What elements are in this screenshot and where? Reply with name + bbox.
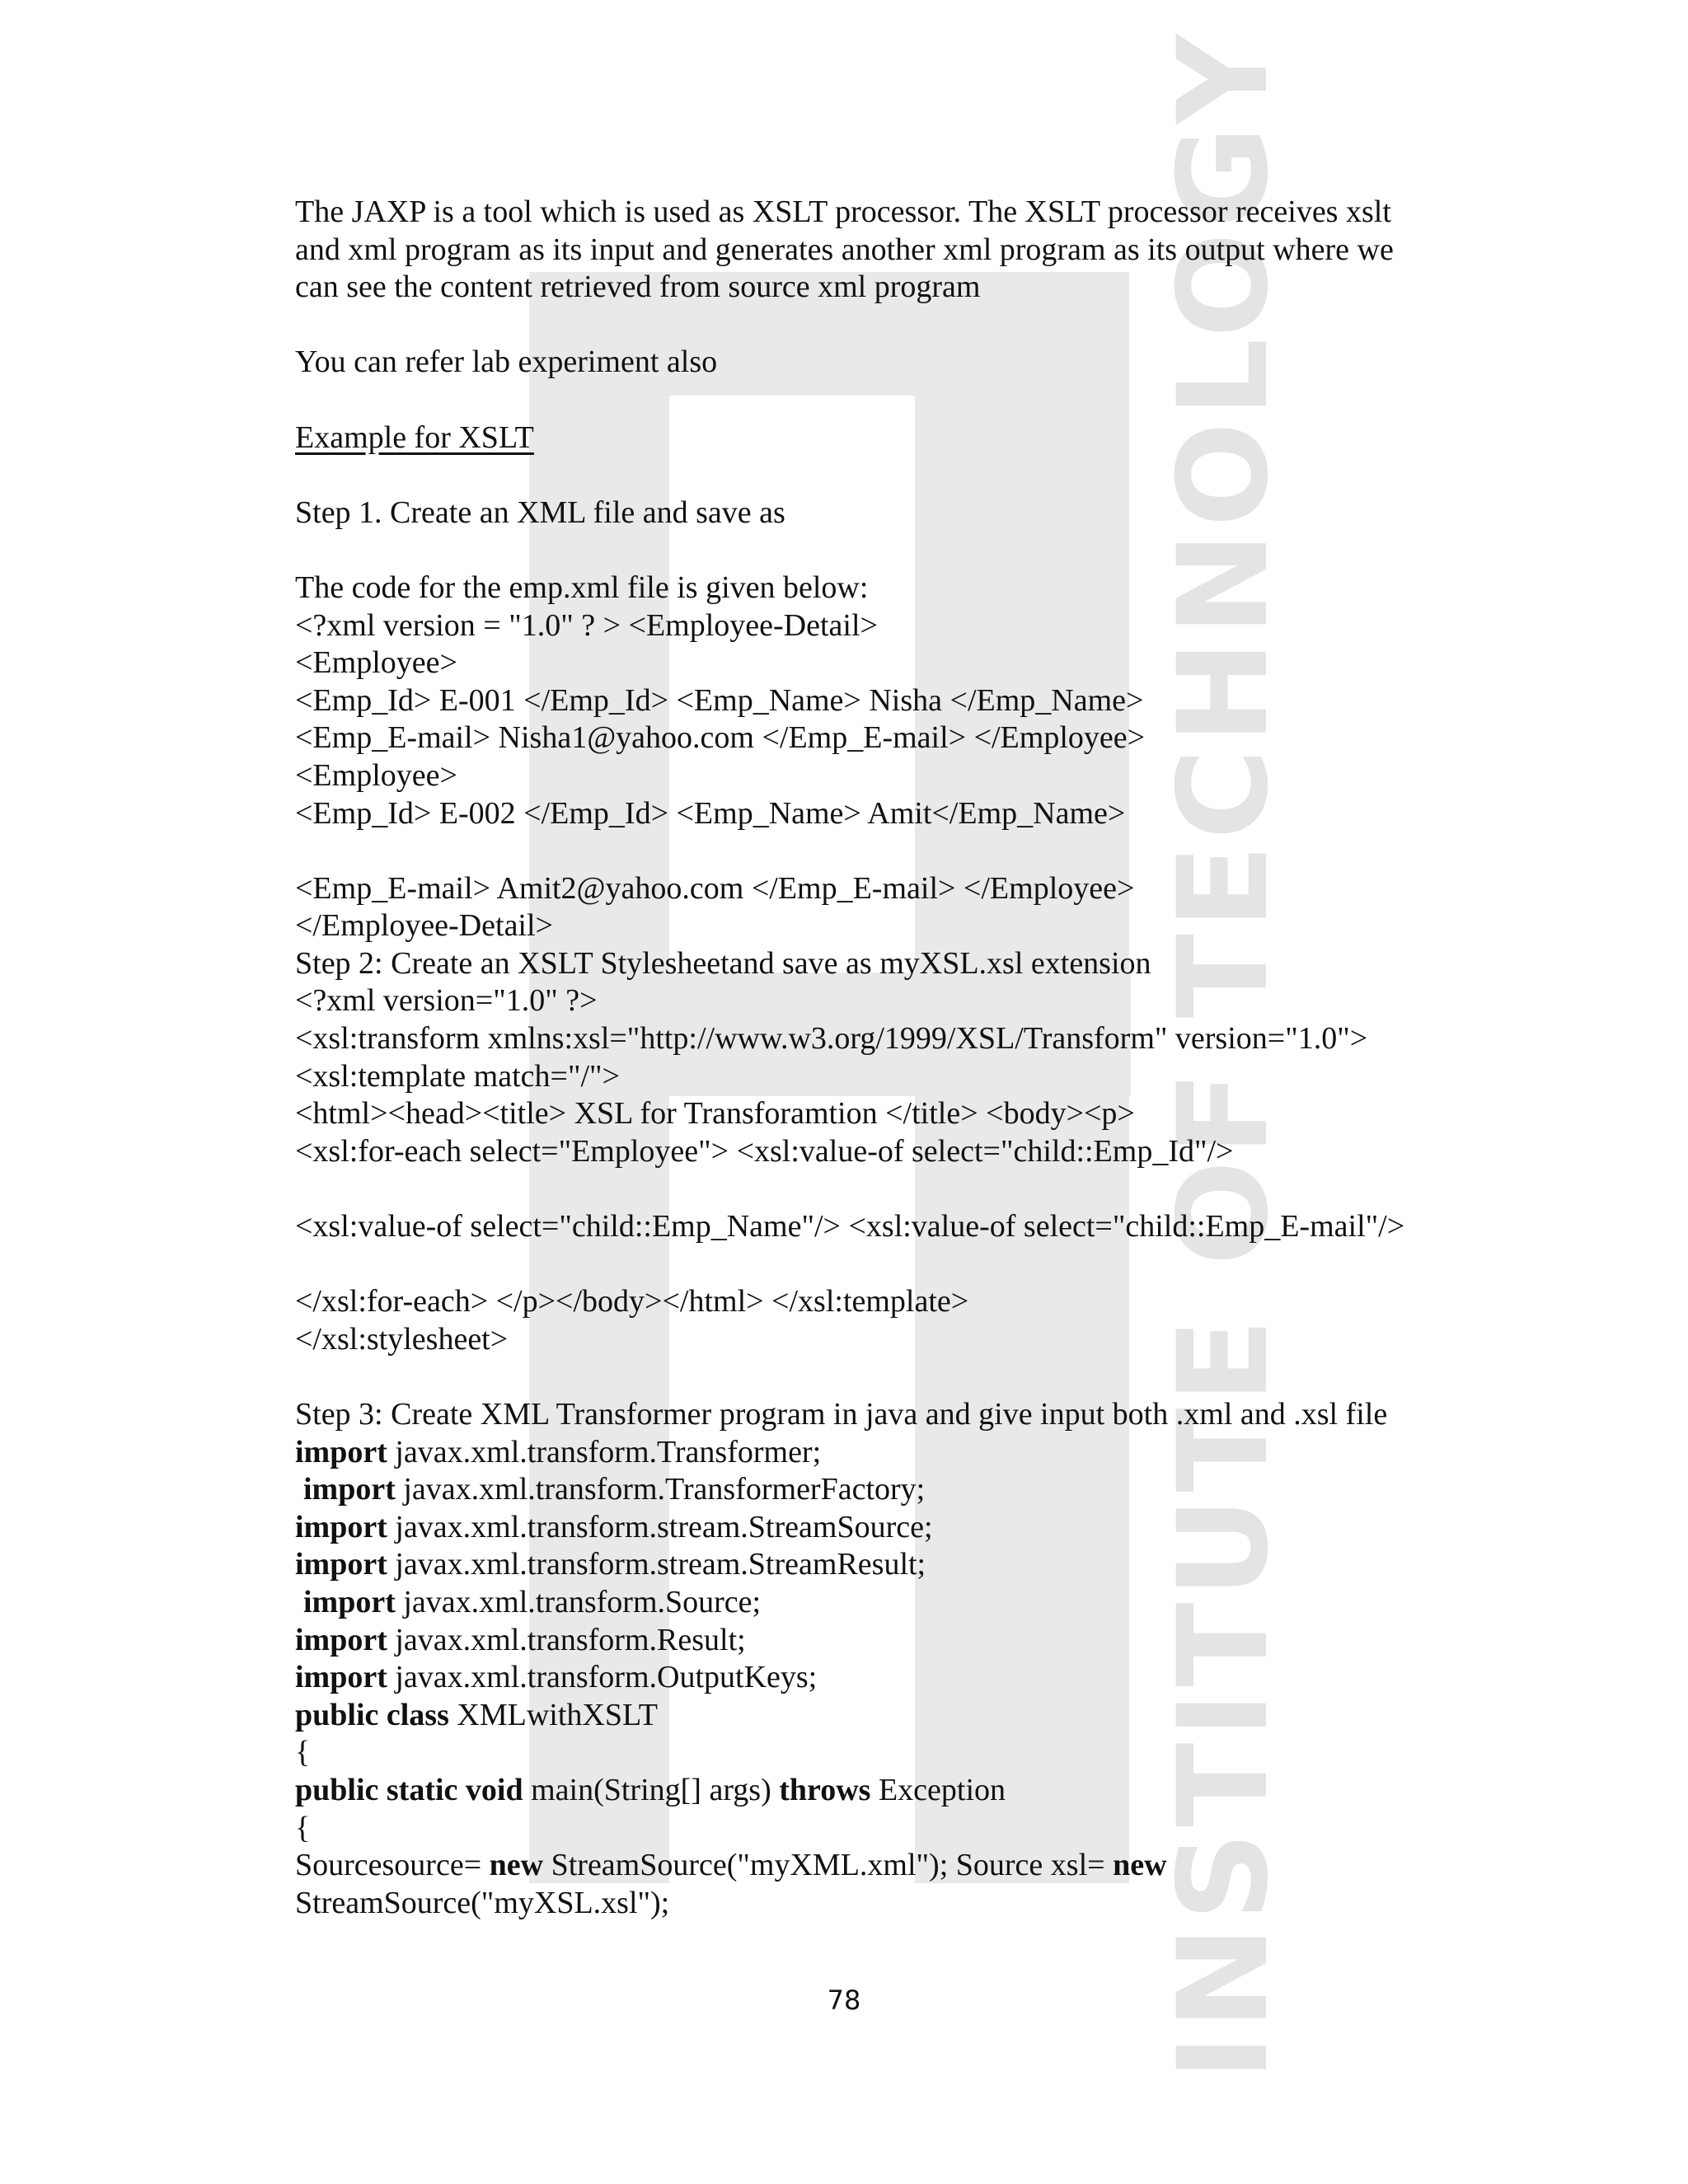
example-heading-text: Example for XSLT xyxy=(295,419,534,455)
java-import-line xyxy=(295,1471,1482,1509)
java-class-decl xyxy=(295,1697,1482,1735)
java-import-line xyxy=(295,1509,1482,1547)
example-heading xyxy=(295,419,1482,457)
step-2: Step 2: Create an XSLT Stylesheetand save as myXSL.xsl extension xyxy=(295,945,1151,981)
blank-line xyxy=(295,1358,1482,1396)
import-path: javax.xml.transform.Transformer; xyxy=(387,1434,822,1469)
blank-line xyxy=(295,532,1482,569)
java-main-decl xyxy=(295,1772,1482,1810)
blank-line xyxy=(295,382,1482,419)
step-3: Step 3: Create XML Transformer program in java and give input both .xml and .xsl file xyxy=(295,1397,1388,1432)
keyword: public class xyxy=(295,1697,449,1732)
watermark-text: INSTITUTE OF TECHNOLOGY xyxy=(1152,29,1296,2081)
source-call: StreamSource("myXML.xml"); Source xsl= xyxy=(543,1848,1114,1883)
keyword: new xyxy=(1113,1848,1167,1883)
java-import-line xyxy=(295,1622,1482,1660)
xsl-code-line: <xsl:value-of select="child::Emp_Name"/> <xsl:value-of select="child::Emp_E-mail"/> xyxy=(295,1209,1405,1244)
import-path: javax.xml.transform.Result; xyxy=(387,1622,746,1657)
keyword: import xyxy=(295,1547,387,1582)
step-1: Step 1. Create an XML file and save as xyxy=(295,494,785,530)
keyword: import xyxy=(295,1509,387,1544)
xsl-code-line: <xsl:template match="/"> xyxy=(295,1058,620,1094)
main-signature: main(String[] args) xyxy=(523,1772,780,1807)
xml-code-line: </Employee-Detail> xyxy=(295,908,553,944)
keyword: import xyxy=(295,1434,387,1469)
java-import-line xyxy=(295,1434,1482,1472)
keyword: public static void xyxy=(295,1772,523,1807)
import-path: javax.xml.transform.stream.StreamSource; xyxy=(387,1509,933,1544)
xsl-code-line: <xsl:for-each select="Employee"> <xsl:value-of select="child::Emp_Id"/> xyxy=(295,1133,1234,1169)
source-decl: Sourcesource= xyxy=(295,1848,490,1883)
blank-line xyxy=(295,457,1482,494)
blank-line xyxy=(295,1170,1482,1208)
import-path: javax.xml.transform.TransformerFactory; xyxy=(395,1472,926,1507)
xml-code-line: <Employee> xyxy=(295,757,457,793)
keyword: new xyxy=(489,1848,544,1883)
intro-line: The JAXP is a tool which is used as XSLT processor. The XSLT processor receives xslt xyxy=(295,194,1391,229)
xml-code-line: <Emp_Id> E-002 </Emp_Id> <Emp_Name> Amit</Emp_Name> xyxy=(295,795,1126,831)
document-body xyxy=(295,194,1482,1922)
lab-note: You can refer lab experiment also xyxy=(295,344,718,380)
java-source-line: StreamSource("myXSL.xsl"); xyxy=(295,1885,670,1920)
class-name: XMLwithXSLT xyxy=(448,1697,658,1732)
java-import-line xyxy=(295,1584,1482,1622)
import-path: javax.xml.transform.OutputKeys; xyxy=(387,1660,818,1695)
java-import-line xyxy=(295,1546,1482,1584)
xml-code-line: <Emp_E-mail> Nisha1@yahoo.com </Emp_E-mail> </Employee> xyxy=(295,720,1146,756)
xsl-code-line: </xsl:for-each> </p></body></html> </xsl:template> xyxy=(295,1284,969,1319)
import-path: javax.xml.transform.Source; xyxy=(395,1584,762,1619)
emp-code-intro: The code for the emp.xml file is given below: xyxy=(295,569,869,605)
xml-code-line: <Emp_E-mail> Amit2@yahoo.com </Emp_E-mail> </Employee> xyxy=(295,870,1135,906)
blank-line xyxy=(295,307,1482,344)
xsl-code-line: <html><head><title> XSL for Transforamtion </title> <body><p> xyxy=(295,1096,1135,1132)
exception-type: Exception xyxy=(870,1772,1006,1807)
xml-code-line: <Employee> xyxy=(295,645,457,681)
blank-line xyxy=(295,832,1482,870)
page-number: 78 xyxy=(827,1985,861,2016)
intro-line: can see the content retrieved from source xml program xyxy=(295,269,981,305)
java-brace: { xyxy=(295,1735,311,1770)
keyword: import xyxy=(295,1622,387,1657)
xsl-code-line: <?xml version="1.0" ?> xyxy=(295,983,598,1019)
java-import-line xyxy=(295,1659,1482,1697)
java-source-line xyxy=(295,1847,1482,1885)
intro-line: and xml program as its input and generates another xml program as its output where we xyxy=(295,232,1394,267)
keyword: import xyxy=(295,1660,387,1695)
xml-code-line: <Emp_Id> E-001 </Emp_Id> <Emp_Name> Nisha </Emp_Name> xyxy=(295,682,1144,718)
blank-line xyxy=(295,1246,1482,1284)
xml-code-line: <?xml version = "1.0" ? > <Employee-Detail> xyxy=(295,607,878,643)
java-brace: { xyxy=(295,1810,311,1845)
keyword: import xyxy=(303,1472,396,1507)
xsl-code-line: <xsl:transform xmlns:xsl="http://www.w3.org/1999/XSL/Transform" version="1.0"> xyxy=(295,1021,1368,1057)
keyword: throws xyxy=(779,1772,871,1807)
keyword: import xyxy=(303,1584,396,1619)
xsl-code-line: </xsl:stylesheet> xyxy=(295,1321,509,1357)
import-path: javax.xml.transform.stream.StreamResult; xyxy=(387,1547,926,1582)
